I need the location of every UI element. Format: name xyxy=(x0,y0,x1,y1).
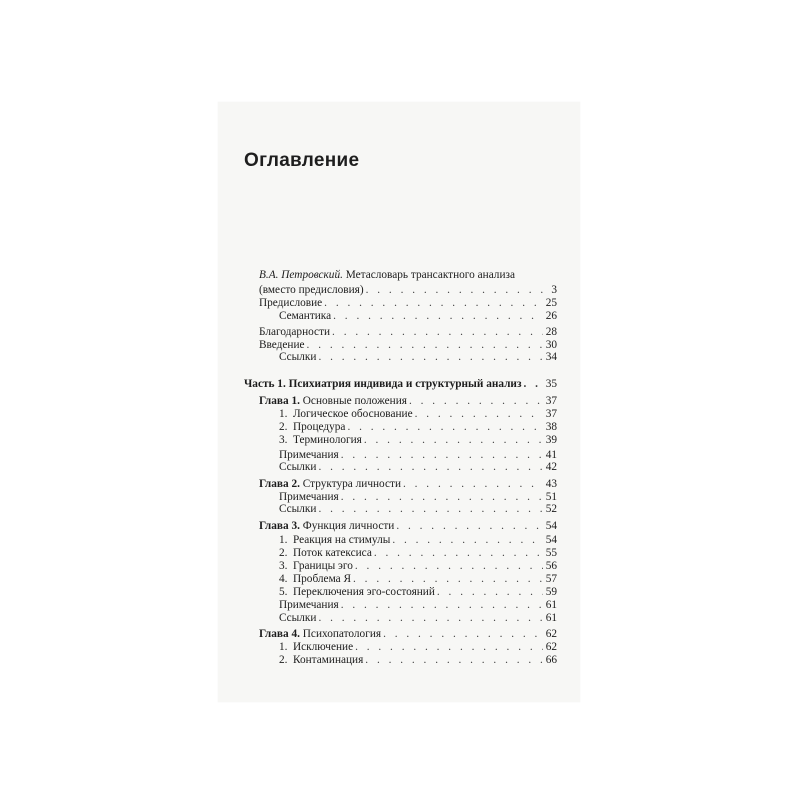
toc-references[interactable] xyxy=(279,502,557,516)
section-number: 1. xyxy=(279,641,288,653)
entry-label: Введение xyxy=(259,339,305,351)
section-label xyxy=(279,559,353,573)
section-label xyxy=(279,585,435,599)
chapter-title: Структура личности xyxy=(299,478,401,490)
page-number: 51 xyxy=(545,491,557,503)
toc-section[interactable] xyxy=(279,640,557,654)
section-number: 2. xyxy=(279,421,288,433)
page-number: 37 xyxy=(545,395,557,407)
entry-label: Ссылки xyxy=(279,461,317,473)
entry-label: Ссылки xyxy=(279,351,317,363)
section-title: Логическое обоснование xyxy=(293,408,413,420)
section-number: 3. xyxy=(279,434,288,446)
toc-section[interactable] xyxy=(279,546,557,560)
page-number: 41 xyxy=(545,449,557,461)
intro-subtitle: (вместо предисловия) xyxy=(259,284,364,296)
chapter-title: Психопатология xyxy=(299,628,382,640)
toc-section[interactable] xyxy=(279,559,557,573)
toc-entry-acknowledgements[interactable] xyxy=(259,325,557,339)
toc-chapter-1[interactable] xyxy=(259,394,557,408)
page-number: 59 xyxy=(545,586,557,598)
toc-chapter-2[interactable] xyxy=(259,477,557,491)
leader-dots xyxy=(409,394,543,408)
toc-references[interactable] xyxy=(279,611,557,625)
toc-section[interactable] xyxy=(279,533,557,547)
section-number: 4. xyxy=(279,573,288,585)
section-label xyxy=(279,420,345,434)
leader-dots xyxy=(333,309,543,323)
chapter-label xyxy=(259,394,407,408)
leader-dots xyxy=(366,283,543,297)
page-number: 56 xyxy=(545,560,557,572)
section-title: Терминология xyxy=(293,434,362,446)
entry-label: Ссылки xyxy=(279,503,317,515)
chapter-label xyxy=(259,627,381,641)
leader-dots xyxy=(318,350,543,364)
page-number: 38 xyxy=(545,421,557,433)
part-label: Часть 1. Психиатрия индивида и структурный анализ xyxy=(244,378,522,390)
entry-label: Примечания xyxy=(279,491,339,503)
intro-title: Метасловарь трансактного анализа xyxy=(342,269,515,281)
toc-intro-line1 xyxy=(259,268,515,282)
leader-dots xyxy=(318,611,543,625)
section-title: Проблема Я xyxy=(293,573,352,585)
section-number: 1. xyxy=(279,534,288,546)
leader-dots xyxy=(332,325,543,339)
page-number: 52 xyxy=(545,503,557,515)
leader-dots xyxy=(524,377,544,391)
toc-references[interactable] xyxy=(279,460,557,474)
section-title: Контаминация xyxy=(293,654,364,666)
leader-dots xyxy=(347,420,543,434)
section-title: Границы эго xyxy=(293,560,353,572)
section-title: Процедура xyxy=(293,421,346,433)
toc-entry-references[interactable] xyxy=(279,350,557,364)
leader-dots xyxy=(403,477,543,491)
chapter-label xyxy=(259,519,394,533)
section-title: Переключения эго-состояний xyxy=(293,586,435,598)
chapter-number: Глава 4. xyxy=(259,628,300,640)
toc-chapter-4[interactable] xyxy=(259,627,557,641)
page-number: 37 xyxy=(545,408,557,420)
section-label xyxy=(279,572,351,586)
section-number: 2. xyxy=(279,547,288,559)
leader-dots xyxy=(318,460,543,474)
section-title: Исключение xyxy=(293,641,354,653)
chapter-title: Основные положения xyxy=(299,395,407,407)
entry-label: Примечания xyxy=(279,449,339,461)
section-number: 1. xyxy=(279,408,288,420)
toc-part-1[interactable] xyxy=(244,377,557,391)
toc-section[interactable] xyxy=(279,572,557,586)
page-number: 62 xyxy=(545,641,557,653)
section-number: 3. xyxy=(279,560,288,572)
page-number: 61 xyxy=(545,612,557,624)
section-label xyxy=(279,640,353,654)
page-number: 26 xyxy=(545,310,557,322)
toc-entry-semantics[interactable] xyxy=(279,309,557,323)
section-label xyxy=(279,433,362,447)
leader-dots xyxy=(396,519,543,533)
page-number: 62 xyxy=(545,628,557,640)
page-number: 25 xyxy=(545,297,557,309)
page-number: 42 xyxy=(545,461,557,473)
toc-section[interactable] xyxy=(279,433,557,447)
page-number: 55 xyxy=(545,547,557,559)
intro-author: В.А. Петровский. xyxy=(259,269,343,281)
chapter-title: Функция личности xyxy=(299,520,395,532)
leader-dots xyxy=(318,502,543,516)
chapter-number: Глава 3. xyxy=(259,520,300,532)
page-number: 43 xyxy=(545,478,557,490)
page-number: 3 xyxy=(551,284,557,296)
page-number: 34 xyxy=(545,351,557,363)
leader-dots xyxy=(365,653,543,667)
entry-label: Благодарности xyxy=(259,326,331,338)
page-number: 30 xyxy=(545,339,557,351)
toc-section[interactable] xyxy=(279,585,557,599)
section-title: Реакция на стимулы xyxy=(293,534,391,546)
entry-label: Предисловие xyxy=(259,297,323,309)
leader-dots xyxy=(415,407,543,421)
toc-intro-line2[interactable] xyxy=(259,283,557,297)
page-number: 61 xyxy=(545,599,557,611)
page-number: 54 xyxy=(545,520,557,532)
leader-dots xyxy=(437,585,543,599)
section-label xyxy=(279,533,390,547)
page-number: 39 xyxy=(545,434,557,446)
toc-notes[interactable] xyxy=(279,598,557,612)
entry-label: Ссылки xyxy=(279,612,317,624)
toc-entry-preface[interactable] xyxy=(259,296,557,310)
section-title: Поток катексиса xyxy=(293,547,372,559)
page-number: 57 xyxy=(545,573,557,585)
page-number: 28 xyxy=(545,326,557,338)
page-title: Оглавление xyxy=(244,150,360,171)
section-label xyxy=(279,653,363,667)
toc-section[interactable] xyxy=(279,420,557,434)
leader-dots xyxy=(364,433,543,447)
chapter-number: Глава 1. xyxy=(259,395,300,407)
leader-dots xyxy=(383,627,543,641)
leader-dots xyxy=(324,296,543,310)
chapter-label xyxy=(259,477,401,491)
entry-label: Семантика xyxy=(279,310,332,322)
toc-section[interactable] xyxy=(279,653,557,667)
leader-dots xyxy=(355,559,543,573)
toc-section[interactable] xyxy=(279,407,557,421)
leader-dots xyxy=(353,572,543,586)
page-number: 66 xyxy=(545,654,557,666)
chapter-number: Глава 2. xyxy=(259,478,300,490)
leader-dots xyxy=(392,533,543,547)
entry-label: Примечания xyxy=(279,599,339,611)
section-label xyxy=(279,407,413,421)
section-number: 2. xyxy=(279,654,288,666)
section-number: 5. xyxy=(279,586,288,598)
page-number: 54 xyxy=(545,534,557,546)
toc-chapter-3[interactable] xyxy=(259,519,557,533)
leader-dots xyxy=(355,640,543,654)
leader-dots xyxy=(341,598,543,612)
section-label xyxy=(279,546,372,560)
page-number: 35 xyxy=(545,378,557,390)
leader-dots xyxy=(374,546,543,560)
